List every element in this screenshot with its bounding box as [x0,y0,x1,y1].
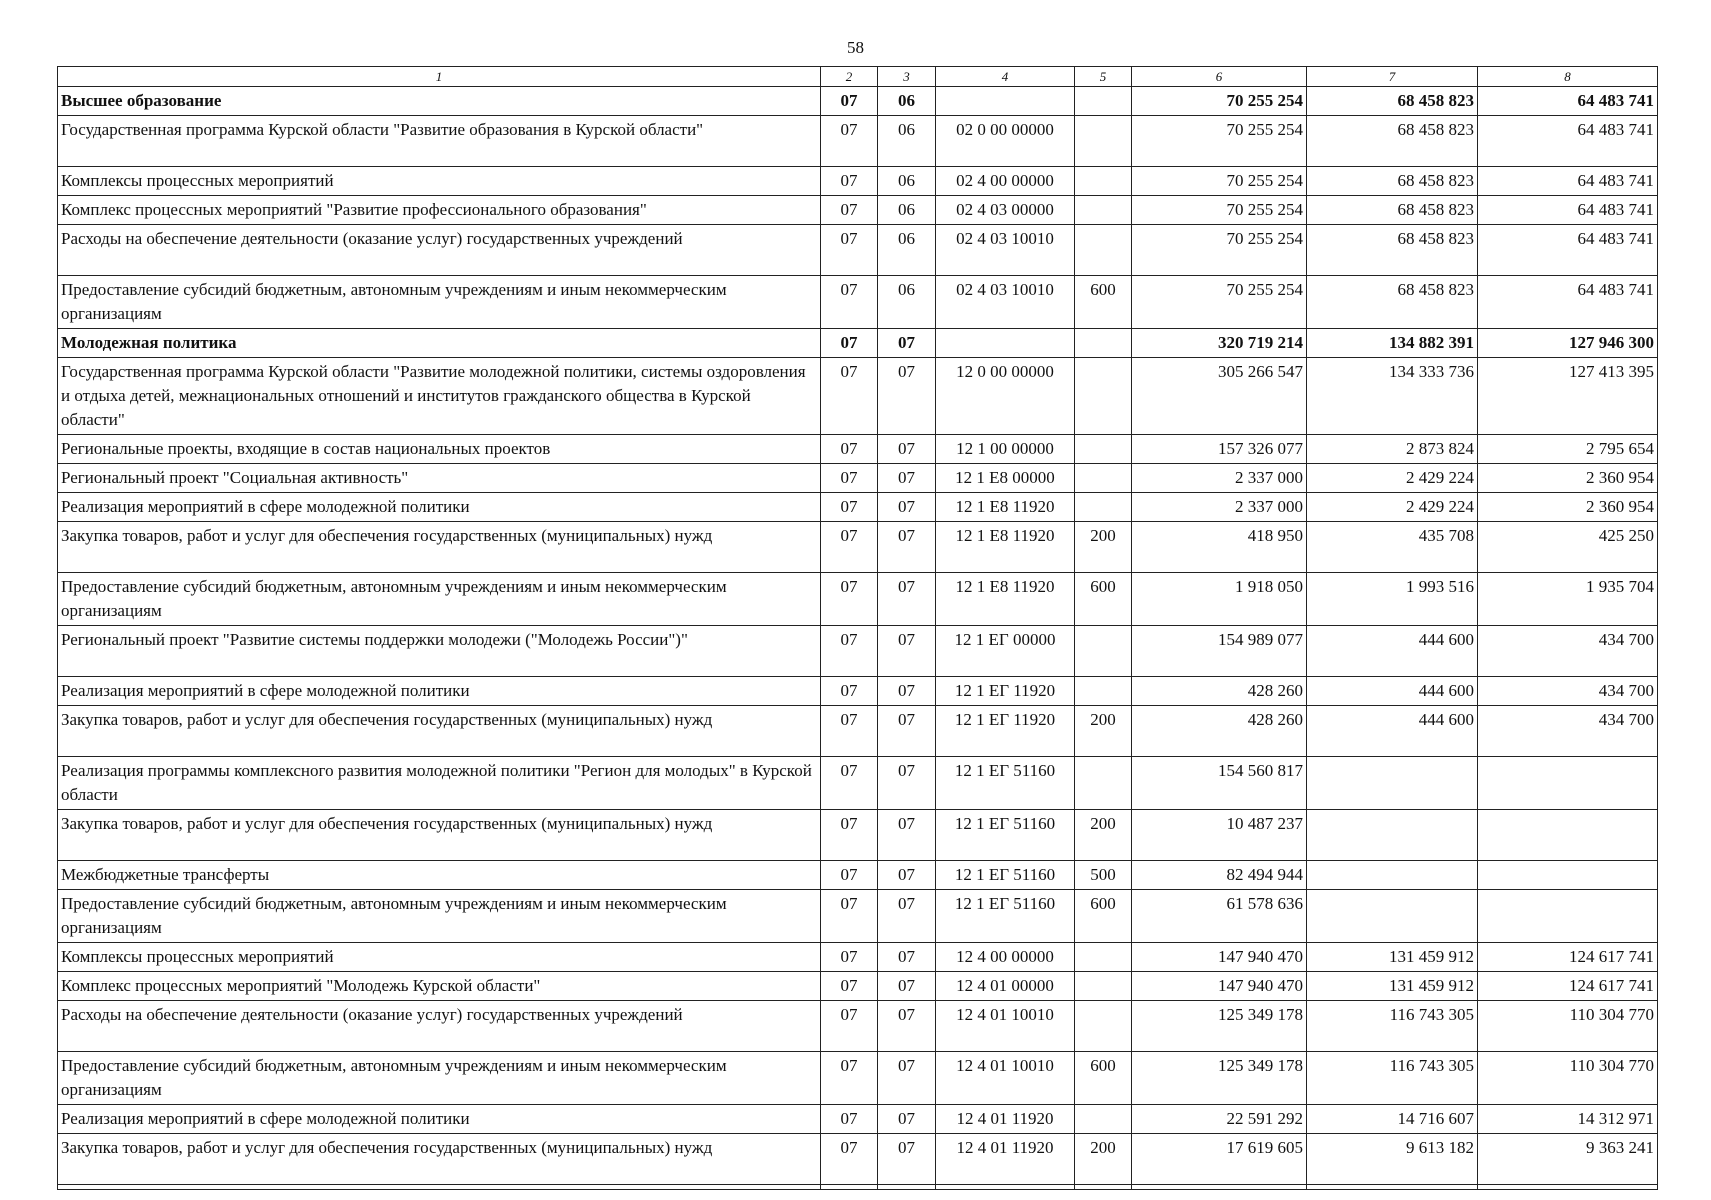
row-section-cell: 07 [821,890,878,943]
row-subsection-cell: 07 [878,522,936,573]
row-subsection-cell: 07 [878,626,936,677]
row-section-cell: 07 [821,87,878,116]
spacer-cell [1132,1185,1307,1190]
row-target-article-cell: 12 1 00 00000 [936,435,1075,464]
row-amount-col7-cell: 435 708 [1307,522,1478,573]
row-amount-col8-cell: 9 363 241 [1478,1134,1658,1185]
row-amount-col8-cell: 434 700 [1478,706,1658,757]
table-row [58,677,1658,706]
row-amount-col6-cell: 22 591 292 [1132,1105,1307,1134]
row-amount-col8-cell: 434 700 [1478,677,1658,706]
row-subsection-cell: 07 [878,943,936,972]
row-amount-col6-cell: 428 260 [1132,706,1307,757]
row-subsection-cell: 07 [878,329,936,358]
row-amount-col8-cell: 127 413 395 [1478,358,1658,435]
row-target-article-cell: 12 1 E8 00000 [936,464,1075,493]
row-subsection-cell: 07 [878,890,936,943]
table-row [58,573,1658,626]
row-subsection-cell: 06 [878,167,936,196]
row-target-article-cell: 02 4 03 10010 [936,276,1075,329]
column-number-4: 4 [936,67,1075,87]
row-amount-col8-cell: 64 483 741 [1478,116,1658,167]
row-amount-col7-cell: 116 743 305 [1307,1001,1478,1052]
row-section-cell: 07 [821,677,878,706]
row-amount-col6-cell: 305 266 547 [1132,358,1307,435]
row-amount-col7-cell: 131 459 912 [1307,972,1478,1001]
table-row [58,464,1658,493]
table-row [58,116,1658,167]
table-row [58,757,1658,810]
table-row [58,225,1658,276]
row-target-article-cell [936,87,1075,116]
column-number-3: 3 [878,67,936,87]
row-amount-col8-cell [1478,810,1658,861]
row-amount-col8-cell: 2 360 954 [1478,493,1658,522]
table-row [58,329,1658,358]
spacer-cell [58,1185,821,1190]
row-target-article-cell: 12 1 EГ 51160 [936,810,1075,861]
row-amount-col8-cell: 110 304 770 [1478,1052,1658,1105]
row-target-article-cell: 12 4 01 10010 [936,1001,1075,1052]
row-target-article-cell: 12 1 EГ 51160 [936,890,1075,943]
column-number-1: 1 [58,67,821,87]
row-name-cell: Предоставление субсидий бюджетным, автономным учреждениям и иным некоммерческим организациям [58,890,821,943]
table-row [58,890,1658,943]
row-amount-col7-cell: 68 458 823 [1307,225,1478,276]
row-subsection-cell: 07 [878,464,936,493]
row-subsection-cell: 06 [878,196,936,225]
row-amount-col7-cell [1307,810,1478,861]
row-name-cell: Предоставление субсидий бюджетным, автономным учреждениям и иным некоммерческим организациям [58,276,821,329]
row-amount-col7-cell [1307,757,1478,810]
row-amount-col8-cell: 64 483 741 [1478,196,1658,225]
row-amount-col6-cell: 125 349 178 [1132,1001,1307,1052]
row-target-article-cell [936,329,1075,358]
table-header-row [58,67,1658,87]
row-section-cell: 07 [821,1134,878,1185]
row-subsection-cell: 06 [878,116,936,167]
column-number-8: 8 [1478,67,1658,87]
table-row [58,276,1658,329]
column-number-5: 5 [1075,67,1132,87]
row-expense-type-cell: 600 [1075,890,1132,943]
row-target-article-cell: 02 4 03 00000 [936,196,1075,225]
row-section-cell: 07 [821,522,878,573]
row-name-cell: Комплекс процессных мероприятий "Молодежь Курской области" [58,972,821,1001]
row-name-cell: Реализация программы комплексного развития молодежной политики "Регион для молодых" в Курской области [58,757,821,810]
column-number-6: 6 [1132,67,1307,87]
row-name-cell: Реализация мероприятий в сфере молодежной политики [58,677,821,706]
row-target-article-cell: 12 4 01 00000 [936,972,1075,1001]
row-name-cell: Предоставление субсидий бюджетным, автономным учреждениям и иным некоммерческим организациям [58,1052,821,1105]
row-amount-col6-cell: 147 940 470 [1132,943,1307,972]
row-amount-col7-cell: 2 429 224 [1307,464,1478,493]
row-section-cell: 07 [821,757,878,810]
row-section-cell: 07 [821,626,878,677]
row-expense-type-cell [1075,972,1132,1001]
row-expense-type-cell: 600 [1075,1052,1132,1105]
row-target-article-cell: 02 0 00 00000 [936,116,1075,167]
column-number-7: 7 [1307,67,1478,87]
table-row [58,1052,1658,1105]
row-subsection-cell: 07 [878,677,936,706]
row-amount-col7-cell [1307,890,1478,943]
table-row [58,706,1658,757]
spacer-cell [1075,1185,1132,1190]
row-amount-col7-cell [1307,861,1478,890]
row-amount-col6-cell: 154 989 077 [1132,626,1307,677]
row-amount-col8-cell: 2 360 954 [1478,464,1658,493]
row-amount-col6-cell: 125 349 178 [1132,1052,1307,1105]
row-subsection-cell: 07 [878,972,936,1001]
table-row [58,493,1658,522]
row-name-cell: Комплекс процессных мероприятий "Развитие профессионального образования" [58,196,821,225]
row-amount-col8-cell: 14 312 971 [1478,1105,1658,1134]
row-amount-col8-cell: 425 250 [1478,522,1658,573]
row-subsection-cell: 07 [878,810,936,861]
row-expense-type-cell [1075,757,1132,810]
row-expense-type-cell [1075,116,1132,167]
row-subsection-cell: 07 [878,861,936,890]
row-name-cell: Региональные проекты, входящие в состав национальных проектов [58,435,821,464]
row-amount-col7-cell: 2 873 824 [1307,435,1478,464]
row-expense-type-cell: 500 [1075,861,1132,890]
row-expense-type-cell [1075,225,1132,276]
row-expense-type-cell: 200 [1075,522,1132,573]
row-name-cell: Комплексы процессных мероприятий [58,943,821,972]
row-subsection-cell: 07 [878,1001,936,1052]
row-amount-col7-cell: 444 600 [1307,677,1478,706]
table-row [58,87,1658,116]
row-section-cell: 07 [821,810,878,861]
row-expense-type-cell [1075,329,1132,358]
row-target-article-cell: 12 1 E8 11920 [936,522,1075,573]
row-amount-col8-cell: 434 700 [1478,626,1658,677]
row-amount-col6-cell: 418 950 [1132,522,1307,573]
row-amount-col8-cell: 64 483 741 [1478,87,1658,116]
row-section-cell: 07 [821,464,878,493]
row-expense-type-cell [1075,943,1132,972]
row-expense-type-cell [1075,464,1132,493]
row-section-cell: 07 [821,276,878,329]
row-amount-col8-cell: 64 483 741 [1478,225,1658,276]
row-amount-col7-cell: 68 458 823 [1307,276,1478,329]
row-amount-col7-cell: 14 716 607 [1307,1105,1478,1134]
row-expense-type-cell: 200 [1075,1134,1132,1185]
row-amount-col8-cell [1478,861,1658,890]
row-amount-col7-cell: 444 600 [1307,706,1478,757]
row-name-cell: Региональный проект "Социальная активность" [58,464,821,493]
row-amount-col6-cell: 2 337 000 [1132,464,1307,493]
row-section-cell: 07 [821,329,878,358]
row-target-article-cell: 12 0 00 00000 [936,358,1075,435]
table-row [58,810,1658,861]
row-expense-type-cell: 200 [1075,706,1132,757]
row-amount-col6-cell: 2 337 000 [1132,493,1307,522]
row-name-cell: Молодежная политика [58,329,821,358]
row-section-cell: 07 [821,435,878,464]
row-section-cell: 07 [821,196,878,225]
row-section-cell: 07 [821,1105,878,1134]
table-row [58,1105,1658,1134]
table-row [58,972,1658,1001]
row-subsection-cell: 07 [878,493,936,522]
row-amount-col7-cell: 1 993 516 [1307,573,1478,626]
row-amount-col6-cell: 1 918 050 [1132,573,1307,626]
row-amount-col6-cell: 157 326 077 [1132,435,1307,464]
row-subsection-cell: 07 [878,1105,936,1134]
row-amount-col8-cell: 127 946 300 [1478,329,1658,358]
row-section-cell: 07 [821,225,878,276]
spacer-cell [1478,1185,1658,1190]
row-amount-col7-cell: 9 613 182 [1307,1134,1478,1185]
row-amount-col7-cell: 131 459 912 [1307,943,1478,972]
row-amount-col7-cell: 134 333 736 [1307,358,1478,435]
row-name-cell: Региональный проект "Развитие системы поддержки молодежи ("Молодежь России")" [58,626,821,677]
row-amount-col7-cell: 68 458 823 [1307,167,1478,196]
row-subsection-cell: 06 [878,225,936,276]
row-subsection-cell: 06 [878,87,936,116]
row-target-article-cell: 12 1 E8 11920 [936,573,1075,626]
row-name-cell: Комплексы процессных мероприятий [58,167,821,196]
row-expense-type-cell [1075,1105,1132,1134]
row-amount-col7-cell: 116 743 305 [1307,1052,1478,1105]
row-amount-col6-cell: 10 487 237 [1132,810,1307,861]
row-subsection-cell: 07 [878,706,936,757]
row-target-article-cell: 02 4 03 10010 [936,225,1075,276]
row-target-article-cell: 12 1 EГ 11920 [936,706,1075,757]
row-subsection-cell: 07 [878,358,936,435]
row-expense-type-cell [1075,626,1132,677]
row-amount-col6-cell: 147 940 470 [1132,972,1307,1001]
row-amount-col7-cell: 134 882 391 [1307,329,1478,358]
table-row [58,1134,1658,1185]
row-subsection-cell: 07 [878,573,936,626]
row-amount-col7-cell: 444 600 [1307,626,1478,677]
row-section-cell: 07 [821,573,878,626]
row-subsection-cell: 07 [878,1052,936,1105]
row-amount-col6-cell: 70 255 254 [1132,167,1307,196]
row-target-article-cell: 12 1 EГ 11920 [936,677,1075,706]
budget-table [57,66,1658,1190]
row-amount-col7-cell: 2 429 224 [1307,493,1478,522]
table-body [58,67,1658,1190]
row-name-cell: Закупка товаров, работ и услуг для обеспечения государственных (муниципальных) нужд [58,522,821,573]
table-row [58,522,1658,573]
row-target-article-cell: 12 1 E8 11920 [936,493,1075,522]
row-name-cell: Государственная программа Курской области "Развитие молодежной политики, системы оздоровления и отдыха детей, межнациональных отношений и институтов гражданского общества в Курской области" [58,358,821,435]
spacer-cell [878,1185,936,1190]
row-section-cell: 07 [821,116,878,167]
row-subsection-cell: 07 [878,1134,936,1185]
row-amount-col6-cell: 428 260 [1132,677,1307,706]
row-target-article-cell: 12 1 EГ 51160 [936,757,1075,810]
table-row [58,167,1658,196]
row-name-cell: Высшее образование [58,87,821,116]
spacer-cell [1307,1185,1478,1190]
row-name-cell: Закупка товаров, работ и услуг для обеспечения государственных (муниципальных) нужд [58,810,821,861]
row-amount-col8-cell: 64 483 741 [1478,276,1658,329]
table-row [58,1001,1658,1052]
row-amount-col8-cell: 2 795 654 [1478,435,1658,464]
row-amount-col6-cell: 70 255 254 [1132,116,1307,167]
row-name-cell: Закупка товаров, работ и услуг для обеспечения государственных (муниципальных) нужд [58,706,821,757]
row-amount-col8-cell: 110 304 770 [1478,1001,1658,1052]
row-section-cell: 07 [821,358,878,435]
row-target-article-cell: 12 4 01 11920 [936,1105,1075,1134]
row-section-cell: 07 [821,706,878,757]
row-amount-col6-cell: 70 255 254 [1132,196,1307,225]
row-expense-type-cell: 600 [1075,573,1132,626]
row-expense-type-cell [1075,358,1132,435]
row-expense-type-cell: 600 [1075,276,1132,329]
spacer-cell [821,1185,878,1190]
row-target-article-cell: 12 4 01 11920 [936,1134,1075,1185]
row-amount-col6-cell: 154 560 817 [1132,757,1307,810]
row-amount-col6-cell: 70 255 254 [1132,225,1307,276]
row-amount-col8-cell [1478,890,1658,943]
row-amount-col6-cell: 320 719 214 [1132,329,1307,358]
row-section-cell: 07 [821,1052,878,1105]
table-row [58,943,1658,972]
row-amount-col6-cell: 17 619 605 [1132,1134,1307,1185]
row-amount-col7-cell: 68 458 823 [1307,87,1478,116]
row-name-cell: Расходы на обеспечение деятельности (оказание услуг) государственных учреждений [58,1001,821,1052]
table-row [58,626,1658,677]
row-name-cell: Предоставление субсидий бюджетным, автономным учреждениям и иным некоммерческим организациям [58,573,821,626]
row-section-cell: 07 [821,943,878,972]
row-section-cell: 07 [821,861,878,890]
row-target-article-cell: 02 4 00 00000 [936,167,1075,196]
row-expense-type-cell [1075,196,1132,225]
page-number: 58 [847,38,864,57]
row-amount-col8-cell [1478,757,1658,810]
row-expense-type-cell: 200 [1075,810,1132,861]
row-name-cell: Реализация мероприятий в сфере молодежной политики [58,1105,821,1134]
row-expense-type-cell [1075,435,1132,464]
row-target-article-cell: 12 4 01 10010 [936,1052,1075,1105]
row-expense-type-cell [1075,87,1132,116]
row-amount-col6-cell: 70 255 254 [1132,87,1307,116]
row-amount-col6-cell: 82 494 944 [1132,861,1307,890]
row-name-cell: Межбюджетные трансферты [58,861,821,890]
row-expense-type-cell [1075,677,1132,706]
row-amount-col6-cell: 61 578 636 [1132,890,1307,943]
row-subsection-cell: 07 [878,757,936,810]
row-expense-type-cell [1075,1001,1132,1052]
row-name-cell: Государственная программа Курской области "Развитие образования в Курской области" [58,116,821,167]
row-target-article-cell: 12 1 EГ 00000 [936,626,1075,677]
column-number-2: 2 [821,67,878,87]
row-amount-col6-cell: 70 255 254 [1132,276,1307,329]
row-section-cell: 07 [821,167,878,196]
table-row [58,435,1658,464]
row-name-cell: Закупка товаров, работ и услуг для обеспечения государственных (муниципальных) нужд [58,1134,821,1185]
row-subsection-cell: 07 [878,435,936,464]
row-amount-col8-cell: 124 617 741 [1478,972,1658,1001]
row-amount-col7-cell: 68 458 823 [1307,196,1478,225]
row-target-article-cell: 12 4 00 00000 [936,943,1075,972]
row-expense-type-cell [1075,493,1132,522]
row-subsection-cell: 06 [878,276,936,329]
row-amount-col8-cell: 124 617 741 [1478,943,1658,972]
row-name-cell: Реализация мероприятий в сфере молодежной политики [58,493,821,522]
row-name-cell: Расходы на обеспечение деятельности (оказание услуг) государственных учреждений [58,225,821,276]
table-bottom-spacer [58,1185,1658,1190]
row-expense-type-cell [1075,167,1132,196]
row-section-cell: 07 [821,972,878,1001]
row-amount-col7-cell: 68 458 823 [1307,116,1478,167]
row-target-article-cell: 12 1 EГ 51160 [936,861,1075,890]
table-row [58,861,1658,890]
row-amount-col8-cell: 1 935 704 [1478,573,1658,626]
spacer-cell [936,1185,1075,1190]
row-section-cell: 07 [821,493,878,522]
table-row [58,358,1658,435]
table-row [58,196,1658,225]
row-section-cell: 07 [821,1001,878,1052]
row-amount-col8-cell: 64 483 741 [1478,167,1658,196]
